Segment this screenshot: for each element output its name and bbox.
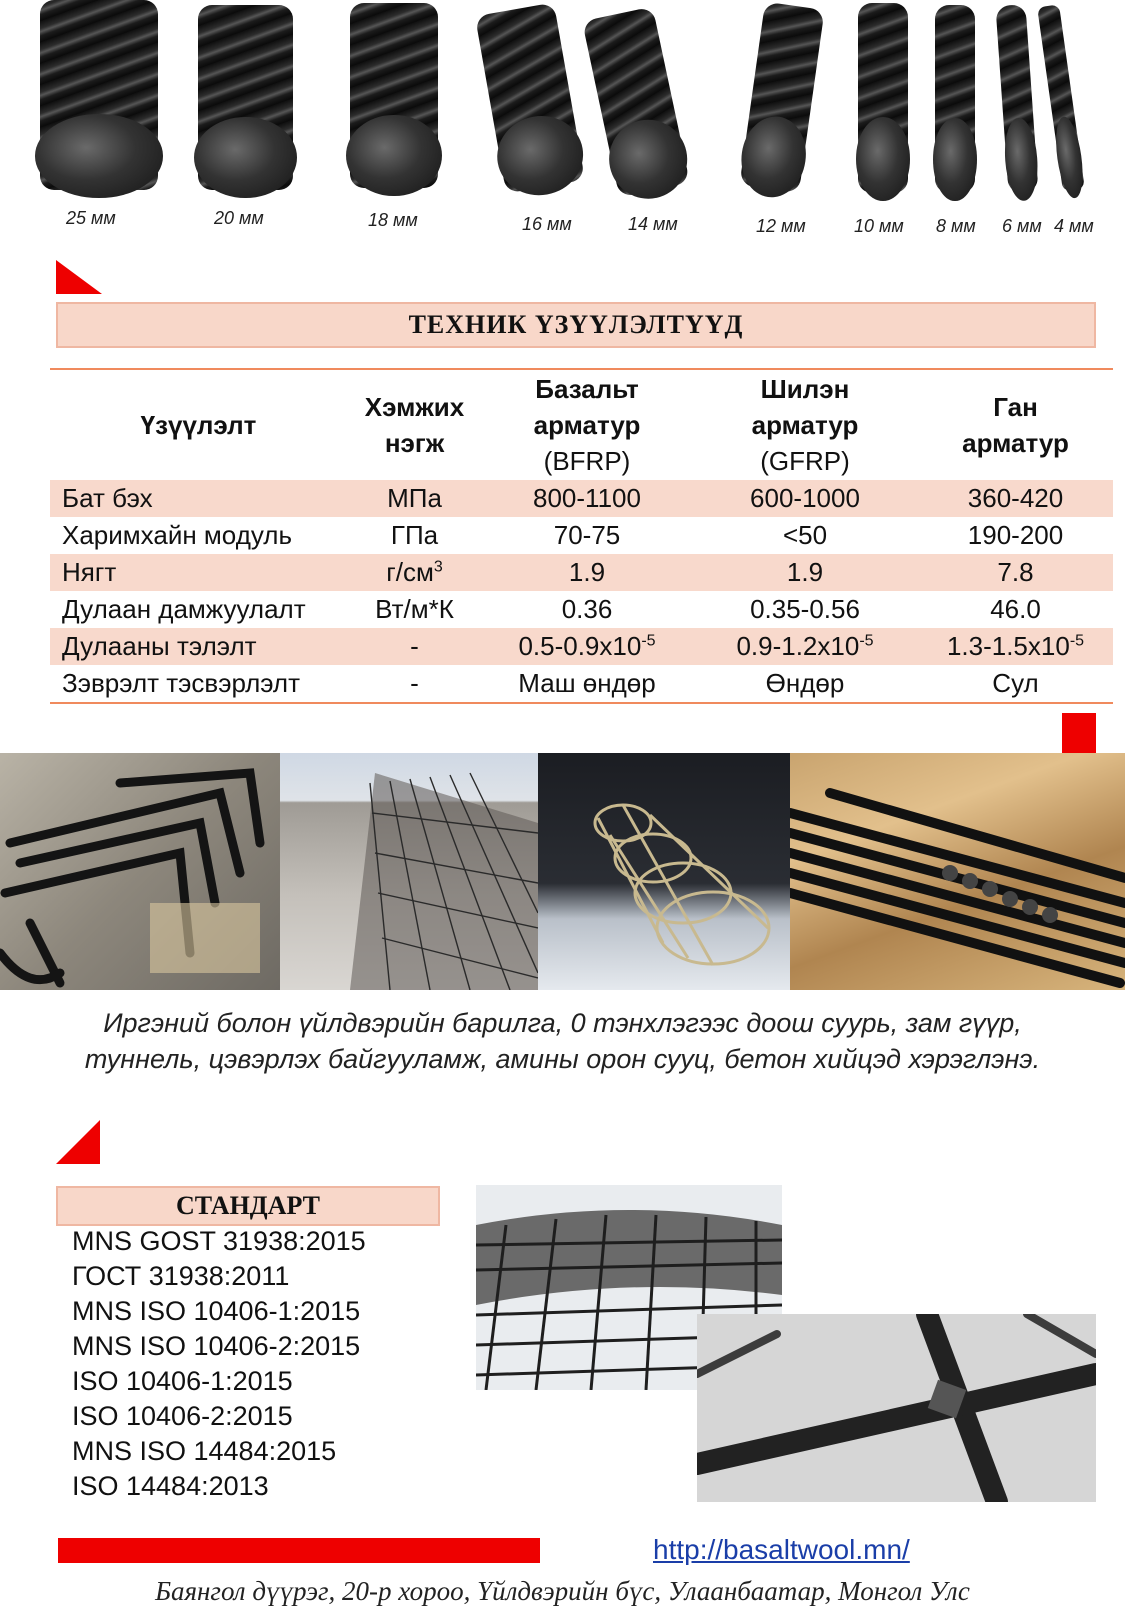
rebar-14mm [582, 6, 690, 197]
rebar-25mm [40, 0, 158, 190]
spec-header-row [50, 369, 1113, 480]
header-bfrp: Базальт арматур (BFRP) [482, 369, 692, 480]
rebar-size-label: 14 мм [628, 214, 678, 234]
rebar-size-label: 20 мм [214, 208, 264, 228]
rebar-12mm [739, 2, 824, 194]
red-triangle-marker [56, 260, 102, 294]
rebar-4mm [1037, 4, 1085, 191]
rebar-8mm [935, 5, 975, 193]
header-steel: Ган арматур [918, 369, 1113, 480]
spec-table [50, 368, 1113, 704]
list-item: ISO 14484:2013 [72, 1471, 269, 1501]
standards-title: СТАНДАРТ [56, 1186, 440, 1226]
list-item: ISO 10406-1:2015 [72, 1366, 293, 1396]
rebar-10mm [858, 3, 908, 193]
rebar-size-label: 18 мм [368, 210, 418, 230]
list-item: ISO 10406-2:2015 [72, 1401, 293, 1431]
rebar-size-label: 8 мм [936, 216, 976, 236]
rebar-size-label: 4 мм [1054, 216, 1094, 236]
rebar-20mm [198, 5, 293, 190]
table-row: Нягт $г/см^3$ 1.9 1.9 7.8 [50, 554, 1113, 591]
photo-rebar-bundle [790, 753, 1125, 990]
photo-rebar-crossing [697, 1314, 1096, 1502]
red-footer-bar [58, 1538, 540, 1563]
photo-bent-rebar [0, 753, 280, 990]
photo-road-mesh [280, 753, 538, 990]
list-item: MNS ISO 10406-2:2015 [72, 1331, 361, 1361]
rebar-18mm [350, 3, 438, 188]
website-link[interactable]: http://basaltwool.mn/ [653, 1534, 910, 1565]
standards-list [72, 1224, 366, 1504]
list-item: ГОСТ 31938:2011 [72, 1261, 290, 1291]
rebar-size-label: 6 мм [1002, 216, 1042, 236]
photo-rebar-cage [538, 753, 790, 990]
rebar-size-label: 16 мм [522, 214, 572, 234]
table-row: Дулааны тэлэлт - $0.5-0.9x10^{-5}$ $0.9-1.2x10^{-5}$ $1.3-1.5x10^{-5}$ [50, 628, 1113, 665]
rebar-16mm [475, 2, 585, 193]
spec-title: ТЕХНИК ҮЗҮҮЛЭЛТҮҮД [56, 302, 1096, 348]
rebar-size-label: 12 мм [756, 216, 806, 236]
rebar-size-label: 10 мм [854, 216, 904, 236]
address: Баянгол дүүрэг, 20-р хороо, Үйлдвэрийн бүс, Улаанбаатар, Монгол Улс [155, 1576, 970, 1606]
table-row: Дулаан дамжуулалт Вт/м*К 0.36 0.35-0.56 46.0 [62, 594, 1041, 624]
table-row: Зэврэлт тэсвэрлэлт - Маш өндөр Өндөр Сул [50, 665, 1113, 703]
header-unit: Хэмжих нэгж [347, 369, 482, 480]
header-gfrp: Шилэн арматур (GFRP) [692, 369, 918, 480]
rebar-6mm [995, 4, 1038, 194]
usage-caption: Иргэний болон үйлдвэрийн барилга, 0 тэнхлэгээс доош суурь, зам гүүр, туннель, цэвэрлэх байгууламж, амины орон сууц, бетон хийцэд хэрэглэнэ. [84, 1008, 1041, 1074]
header-property: Үзүүлэлт [50, 369, 347, 480]
list-item: MNS ISO 14484:2015 [72, 1436, 337, 1466]
red-triangle-marker [56, 1120, 100, 1164]
rebar-photo-strip [0, 0, 1125, 245]
table-row: Харимхайн модуль ГПа 70-75 <50 190-200 [62, 520, 1064, 550]
list-item: MNS ISO 10406-1:2015 [72, 1296, 361, 1326]
list-item: MNS GOST 31938:2015 [72, 1226, 366, 1256]
table-row: Бат бэх МПа 800-1100 600-1000 360-420 [50, 480, 1113, 517]
rebar-size-label: 25 мм [66, 208, 116, 228]
